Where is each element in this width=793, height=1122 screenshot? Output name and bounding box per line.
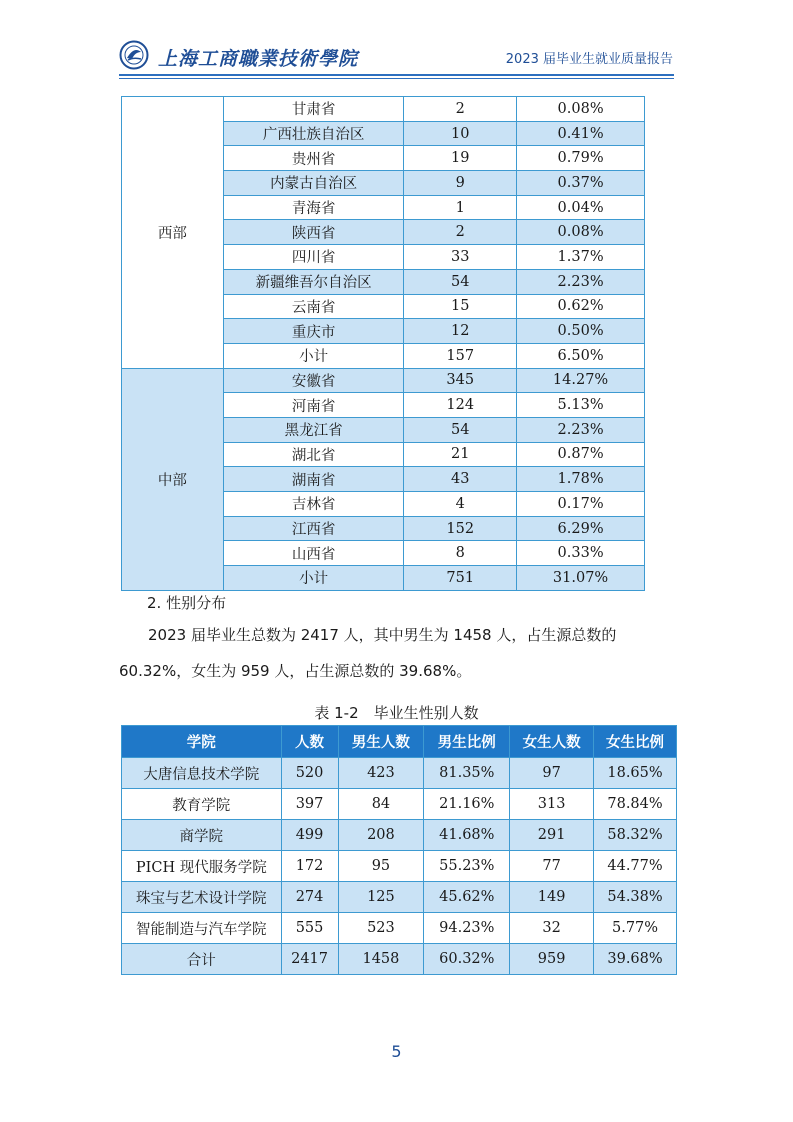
region-label: 西部 (122, 97, 224, 369)
column-header: 男生人数 (338, 726, 424, 758)
table-cell: 合计 (122, 944, 282, 975)
table-cell: 44.77% (594, 851, 677, 882)
cell-pct: 0.50% (517, 319, 645, 344)
summary-paragraph-line2: 60.32%，女生为 959 人，占生源总数的 39.68%。 (119, 662, 472, 680)
table-cell: 2417 (281, 944, 338, 975)
cell-pct: 0.17% (517, 492, 645, 517)
cell-pct: 6.50% (517, 343, 645, 368)
cell-province: 小计 (223, 343, 404, 368)
cell-pct: 5.13% (517, 393, 645, 418)
table-cell: 274 (281, 882, 338, 913)
table-row (122, 758, 677, 789)
cell-count: 152 (404, 516, 517, 541)
table-cell: 520 (281, 758, 338, 789)
column-header: 男生比例 (424, 726, 510, 758)
cell-count: 15 (404, 294, 517, 319)
cell-pct: 0.62% (517, 294, 645, 319)
table-cell: 97 (510, 758, 594, 789)
summary-paragraph-line1: 2023 届毕业生总数为 2417 人，其中男生为 1458 人，占生源总数的 (148, 626, 617, 644)
cell-pct: 0.87% (517, 442, 645, 467)
gender-distribution-table (121, 725, 677, 975)
region-label: 中部 (122, 368, 224, 590)
cell-pct: 14.27% (517, 368, 645, 393)
cell-province: 内蒙古自治区 (223, 171, 404, 196)
page-header (0, 0, 793, 80)
table-cell: 523 (338, 913, 424, 944)
table-cell: 教育学院 (122, 789, 282, 820)
cell-pct: 1.78% (517, 467, 645, 492)
table-cell: 313 (510, 789, 594, 820)
cell-count: 54 (404, 269, 517, 294)
cell-count: 2 (404, 97, 517, 122)
table-cell: 60.32% (424, 944, 510, 975)
cell-count: 751 (404, 566, 517, 591)
table-cell: 959 (510, 944, 594, 975)
cell-count: 4 (404, 492, 517, 517)
cell-count: 124 (404, 393, 517, 418)
table-cell: 41.68% (424, 820, 510, 851)
cell-province: 新疆维吾尔自治区 (223, 269, 404, 294)
table-cell: 423 (338, 758, 424, 789)
table-cell: 397 (281, 789, 338, 820)
cell-province: 甘肃省 (223, 97, 404, 122)
table-row (122, 944, 677, 975)
cell-province: 陕西省 (223, 220, 404, 245)
cell-province: 河南省 (223, 393, 404, 418)
header-divider-thin (119, 78, 674, 79)
table-cell: 95 (338, 851, 424, 882)
table-row (122, 882, 677, 913)
cell-pct: 31.07% (517, 566, 645, 591)
column-header: 女生人数 (510, 726, 594, 758)
cell-province: 山西省 (223, 541, 404, 566)
cell-pct: 0.37% (517, 171, 645, 196)
cell-province: 贵州省 (223, 146, 404, 171)
table-cell: 555 (281, 913, 338, 944)
cell-count: 157 (404, 343, 517, 368)
cell-province: 吉林省 (223, 492, 404, 517)
table-cell: PICH 现代服务学院 (122, 851, 282, 882)
cell-province: 青海省 (223, 195, 404, 220)
table-cell: 78.84% (594, 789, 677, 820)
cell-count: 9 (404, 171, 517, 196)
cell-count: 19 (404, 146, 517, 171)
table-cell: 智能制造与汽车学院 (122, 913, 282, 944)
cell-pct: 6.29% (517, 516, 645, 541)
table-cell: 18.65% (594, 758, 677, 789)
table-cell: 58.32% (594, 820, 677, 851)
cell-province: 湖北省 (223, 442, 404, 467)
cell-count: 2 (404, 220, 517, 245)
cell-pct: 1.37% (517, 245, 645, 270)
report-title: 2023 届毕业生就业质量报告 (505, 52, 673, 67)
table-cell: 149 (510, 882, 594, 913)
table-cell: 商学院 (122, 820, 282, 851)
cell-count: 10 (404, 121, 517, 146)
table-cell: 172 (281, 851, 338, 882)
table-cell: 94.23% (424, 913, 510, 944)
table-row (122, 913, 677, 944)
column-header: 人数 (281, 726, 338, 758)
table-cell: 21.16% (424, 789, 510, 820)
cell-pct: 0.79% (517, 146, 645, 171)
cell-province: 小计 (223, 566, 404, 591)
table-cell: 77 (510, 851, 594, 882)
table-cell: 大唐信息技术学院 (122, 758, 282, 789)
table-cell: 208 (338, 820, 424, 851)
cell-count: 43 (404, 467, 517, 492)
school-logo-icon (119, 40, 149, 70)
table-cell: 32 (510, 913, 594, 944)
table-cell: 珠宝与艺术设计学院 (122, 882, 282, 913)
column-header: 学院 (122, 726, 282, 758)
cell-pct: 0.08% (517, 220, 645, 245)
cell-pct: 2.23% (517, 269, 645, 294)
table-row (122, 820, 677, 851)
section-heading: 2. 性别分布 (147, 594, 227, 612)
table-cell: 499 (281, 820, 338, 851)
cell-pct: 0.33% (517, 541, 645, 566)
cell-pct: 0.04% (517, 195, 645, 220)
table-caption: 表 1-2 毕业生性别人数 (314, 704, 479, 722)
table-cell: 54.38% (594, 882, 677, 913)
table-cell: 55.23% (424, 851, 510, 882)
cell-count: 8 (404, 541, 517, 566)
region-distribution-table (121, 96, 645, 591)
cell-count: 1 (404, 195, 517, 220)
table-cell: 125 (338, 882, 424, 913)
table-row (122, 97, 645, 122)
cell-count: 12 (404, 319, 517, 344)
page-number: 5 (391, 1042, 402, 1061)
table-cell: 84 (338, 789, 424, 820)
cell-pct: 0.08% (517, 97, 645, 122)
table-cell: 5.77% (594, 913, 677, 944)
table-row (122, 851, 677, 882)
cell-count: 33 (404, 245, 517, 270)
table-cell: 81.35% (424, 758, 510, 789)
table-cell: 1458 (338, 944, 424, 975)
cell-province: 云南省 (223, 294, 404, 319)
table-cell: 39.68% (594, 944, 677, 975)
header-divider (119, 74, 674, 76)
cell-province: 安徽省 (223, 368, 404, 393)
table-header-row (122, 726, 677, 758)
cell-province: 重庆市 (223, 319, 404, 344)
cell-province: 四川省 (223, 245, 404, 270)
table-row (122, 789, 677, 820)
table-row (122, 368, 645, 393)
school-name: 上海工商職業技術學院 (158, 48, 359, 70)
cell-province: 江西省 (223, 516, 404, 541)
table-cell: 45.62% (424, 882, 510, 913)
column-header: 女生比例 (594, 726, 677, 758)
cell-count: 21 (404, 442, 517, 467)
cell-count: 54 (404, 417, 517, 442)
cell-province: 广西壮族自治区 (223, 121, 404, 146)
cell-pct: 0.41% (517, 121, 645, 146)
table-cell: 291 (510, 820, 594, 851)
cell-pct: 2.23% (517, 417, 645, 442)
cell-province: 黑龙江省 (223, 417, 404, 442)
cell-province: 湖南省 (223, 467, 404, 492)
cell-count: 345 (404, 368, 517, 393)
